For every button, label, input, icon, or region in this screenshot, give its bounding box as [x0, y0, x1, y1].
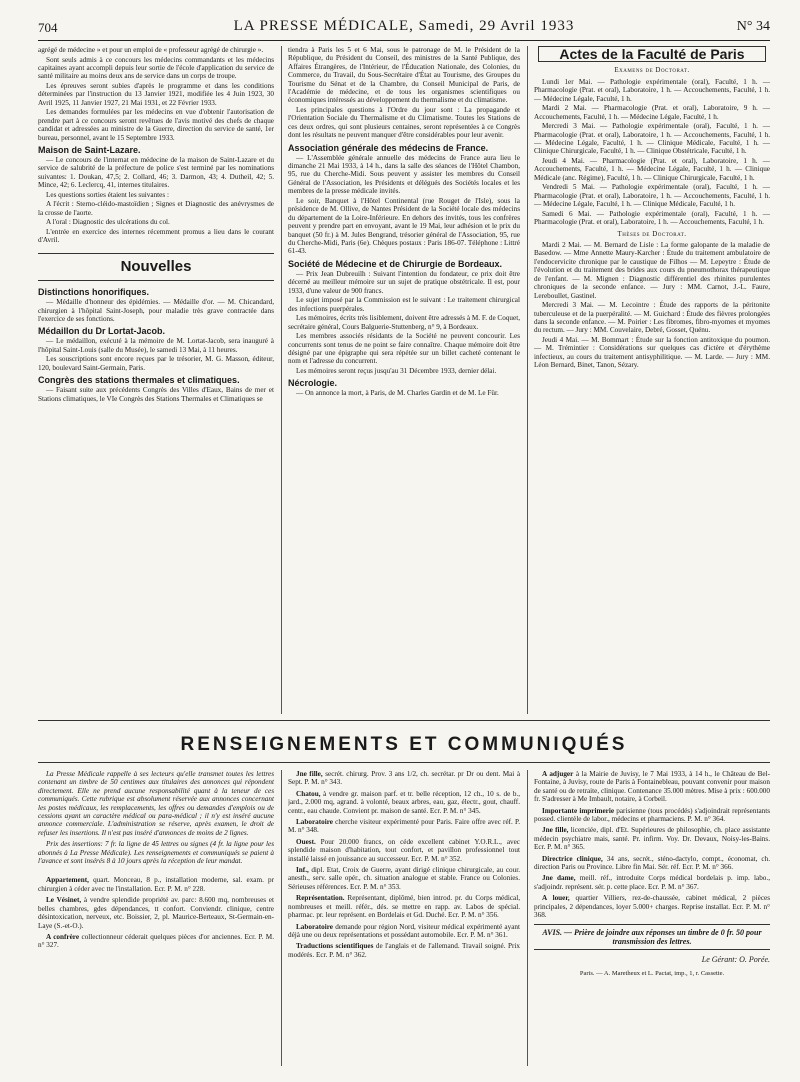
- paragraph: A l'oral : Diagnostic des ulcérations du col.: [46, 218, 170, 227]
- ad-text: Représentant, diplômé, bien introd. pr. du Corps médical, nombreuses et meill. référ., dés. se mettre en rapp. av. Labos de spécial. pharmac. pr. leur représent. en Bordelais et Gd. Duché. Ecr. P. M. n° 356.: [288, 894, 520, 920]
- paragraph: Sont seuls admis à ce concours les médecins commandants et les médecins capitaines ayant accompli depuis leur sortie de l'école d'application du service de santé militaire au moins deux ans de service dans un corps de troupe.: [38, 55, 274, 81]
- section-heading: Société de Médecine et de Chirurgie de Bordeaux.: [288, 258, 503, 269]
- paragraph: Les principales questions à l'Ordre du jour sont : La propagande et l'Orientation Sociale du Thermalisme et du Climatisme. Toutes les Stations de ces deux ordres, qui sont plusieurs centaines, seront représentées à ce Congrès dont les résultats ne peuvent manquer d'être considérables pour leur avenir.: [288, 106, 520, 140]
- section-heading: Congrès des stations thermales et climatiques.: [38, 375, 240, 386]
- subhead-doctorat: Examens de Doctorat.: [614, 66, 690, 75]
- column-divider: [527, 46, 528, 714]
- newspaper-page: [38, 18, 770, 1068]
- thesis-item: Mardi 2 Mai. — M. Bernard de Lisle : La forme galopante de la maladie de Basedow. — Mme Annette Maury-Karcher : Étude du traitement ambulatoire de l'endocervicite chronique par le caustique de Filhos — M. Lepeytre : Étude de l'évolution et du traitement des brides aux cours du pneumothorax thérapeutique de l'enfant. — M. Mignen : Diagnostic différentiel des rhinites purulentes chroniques de la seconde enfance. — Jury : MM. Carnot, J.-L. Faure, Lereboullet, Gastinel.: [534, 241, 770, 300]
- gerant-signature: Le Gérant: O. Porée.: [701, 954, 770, 964]
- paragraph: tiendra à Paris les 5 et 6 Mai, sous le patronage de M. le Président de la République, du Président du Conseil, des ministres de la Santé Publique, des Affaires Étrangères, de l'Intérieur, de l'Éducation Nationale, des Colonies, du Commerce, du Travail, du Sous-Secrétaire d'État au Tourisme, des Groupes du Tourisme du Sénat et de la Chambre, du Conseil Municipal de Paris, de l'Académie de médecine, et de tous les organismes scientifiques ou économiques intéressés au développement du thermalisme et du climatisme.: [288, 46, 520, 105]
- ad-lead: Inf.,: [296, 866, 309, 875]
- ad-lead: Ouest.: [296, 837, 316, 846]
- paragraph: — Prix Jean Dubreuilh : Suivant l'intention du fondateur, ce prix doit être décerné au meilleur mémoire sur un sujet de pratique obstétricale. Il est, pour 1933, d'une valeur de 900 francs.: [288, 269, 520, 295]
- ad-lead: A confrère: [46, 932, 80, 941]
- ad-text: parisienne (tous procédés) s'adjoindrait représentants possed. clientèle de labor., médecins et pharmaciens. P. M. n° 364.: [534, 806, 770, 824]
- ad-text: quartier Villiers, rez-de-chaussée, cabinet médical, 2 pièces principales, 2 dépendances, loyer 5.000+ charges. Reprise installat. Ecr. P. M. n° 368.: [534, 894, 770, 920]
- classified-ad: [288, 894, 520, 919]
- ad-lead: Jne fille,: [542, 826, 569, 835]
- paragraph: Les épreuves seront subies d'après le programme et dans les conditions déterminées par l'instruction du 13 Janvier 1921, modifiée les 4 Juin 1923, 30 Avril 1925, 11 Janvier 1927, 21 Mai 1931, et 22 Février 1933.: [38, 82, 274, 107]
- paragraph: Les mémoires seront reçus jusqu'au 31 Décembre 1933, dernier délai.: [296, 366, 497, 375]
- section-rule: [38, 762, 770, 763]
- ad-text: secrét. chirurg. Prov. 3 ans 1/2, ch. secrétar. pr Dr ou dent. Mai à Sept. P. M. n° 343.: [288, 770, 520, 787]
- ad-lead: Traductions scientifiques: [296, 942, 374, 951]
- ad-text: de l'anglais et de l'allemand. Travail soigné. Prix modérés. Ecr. P. M. n° 362.: [288, 942, 520, 959]
- ad-lead: Laboratoire: [296, 922, 333, 931]
- ad-text: à vendre splendide propriété av. parc: 8.600 mq, nombreuses et belles chambres, gdes dépendances, tt confort. Conviendr. clinique, centre désintoxication, nerveux, etc. Boissier, 2, pl. Maurice-Berteaux, St-Germain-en-Laye (S.-et-O.).: [38, 896, 274, 930]
- exam-item: Jeudi 4 Mai. — Pharmacologie (Prat. et oral), Laboratoire, 1 h. — Accouchements, Faculté, 1 h. — Médecine Légale, Faculté, 1 h. — Clinique Médicale (anc. Régime), Faculté, 1 h. — Clinique Chirurgicale, Faculté, 1 h.: [534, 157, 770, 182]
- paragraph: — Le concours de l'internat en médecine de la maison de Saint-Lazare et du service de salubrité de la préfecture de police s'est terminé par les nominations suivantes: 1. Doukan, 47,5; 2. Collard, 46; 3. Darmon, 43; 4. Dutheil, 42; 5. Mince, 42; 6. Leclercq, 41, internes titulaires.: [38, 156, 274, 190]
- classified-ad: [38, 896, 274, 930]
- column-2: [288, 46, 520, 714]
- classified-ad: [534, 855, 770, 872]
- paragraph: — Médaille d'honneur des épidémies. — Médaille d'or. — M. Chicandard, chirurgien à l'hôpital Saint-Joseph, pour maladie très grave contractée dans l'exercice de ses fonctions.: [38, 298, 274, 324]
- section-heading: Association générale des médecins de France.: [288, 142, 489, 153]
- running-header: [38, 18, 770, 40]
- ad-lead: Chatou,: [296, 789, 321, 798]
- column-3: [534, 46, 770, 714]
- exam-item: Mardi 2 Mai. — Pharmacologie (Prat. et oral), Laboratoire, 9 h. — Accouchements, Faculté, 1 h. — Médecine Légale, Faculté, 1 h.: [534, 104, 770, 121]
- paragraph: L'entrée en exercice des internes récemment promus a lieu dans le courant d'Avril.: [38, 228, 274, 245]
- actes-title: Actes de la Faculté de Paris: [538, 46, 766, 62]
- ad-lead: A adjuger: [542, 770, 574, 778]
- paragraph: A l'écrit : Sterno-cléido-mastoïdien ; Signes et Diagnostic des anévrysmes de la crosse de l'aorte.: [38, 200, 274, 217]
- ad-text: demande pour région Nord, visiteur médical expérimenté ayant déjà une ou deux représentations et possédant automobile. Ecr. P. M. n° 361.: [288, 922, 520, 939]
- ad-text: 34 ans, secrét., sténo-dactylo, compt., économat, ch. direction Paris ou Province. Libre fin Mai. Sér. réf. Ecr. P. M. n° 366.: [534, 854, 770, 872]
- classified-ad: [288, 838, 520, 863]
- exam-item: Lundi 1er Mai. — Pathologie expérimentale (oral), Faculté, 1 h. — Pharmacologie (Prat. et oral), Laboratoire, 1 h. — Accouchements, Faculté, 1 h. — Médecine Légale, Faculté, 1 h.: [534, 77, 770, 103]
- announcements-column-3: [534, 770, 770, 1066]
- ad-lead: Jne fille,: [296, 770, 323, 778]
- paragraph: Les souscriptions sont encore reçues par le trésorier, M. G. Masson, éditeur, 120, boulevard Saint-Germain, Paris.: [38, 355, 274, 372]
- ad-lead: Le Vésinet,: [46, 896, 82, 905]
- journal-title: LA PRESSE MÉDICALE, Samedi, 29 Avril 1933: [233, 18, 575, 34]
- classified-ad: [534, 894, 770, 919]
- announcements-column-1: [38, 770, 274, 1066]
- section-heading: Maison de Saint-Lazare.: [38, 145, 141, 156]
- ad-lead: Importante imprimerie: [542, 806, 615, 815]
- ad-text: licenciée, dipl. d'Et. Supérieures de philosophie, ch. place assistante médecin psychiatre mais, santé. Pr. infirm. Voy. Dr. Devaux, Noisy-les-Bains. Ecr. P. M. n° 365.: [534, 826, 770, 852]
- printer-imprint: Paris. — A. Maretheux et L. Pactat, imp., 1, r. Cassette.: [579, 969, 725, 977]
- classified-ad: [534, 807, 770, 824]
- thesis-item: Jeudi 4 Mai. — M. Bommart : Étude sur la fonction antitoxique du poumon. — M. Trémintier : Considérations sur quelques cas d'ictère et d'érythème infectieux, au cours du traitement antisyphilitique. — M. Larde. — Jury : MM. Léon Bernard, Binet, Tanon, Sézary.: [534, 335, 770, 370]
- classified-ad: [288, 790, 520, 815]
- paragraph: Les membres associés résidants de la Société ne peuvent concourir. Les concurrents sont tenus de ne point se faire connaître. Chaque mémoire doit être désigné par une épigraphe qui sera répétée sur un billet cacheté contenant le nom et l'adresse du concurrent.: [288, 332, 520, 366]
- ad-text: collectionneur céderait quelques pièces d'or anciennes. Ecr. P. M. n° 327.: [38, 932, 274, 950]
- paragraph: Les mémoires, écrits très lisiblement, doivent être adressés à M. F. de Coquet, secrétaire général, Cours Balguerie-Stuttenberg, n° 9, à Bordeaux.: [288, 314, 520, 331]
- paragraph: — Faisant suite aux précédents Congrès des Villes d'Eaux, Bains de mer et Stations climatiques, le VIe Congrès des Stations Thermales et Climatiques se: [38, 386, 274, 403]
- classified-ad: [534, 826, 770, 851]
- paragraph: — L'Assemblée générale annuelle des médecins de France aura lieu le dimanche 21 Mai 1933, à 14 h., dans la salle des séances de l'Hôtel Chambon, 95, rue du Cherche-Midi. Sous peuvent y assister les membres du Conseil Général de l'Association, les Présidents et délégués des Sociétés locales et les membres de la presse médicale invités.: [288, 153, 520, 196]
- renseignements-title: RENSEIGNEMENTS ET COMMUNIQUÉS: [180, 734, 628, 755]
- classified-ad: [288, 923, 520, 940]
- ad-lead: Laboratoire: [296, 818, 333, 827]
- avis-notice: AVIS. — Prière de joindre aux réponses un timbre de 0 fr. 50 pour transmission des lettres.: [534, 924, 770, 950]
- section-rule: [38, 720, 770, 721]
- paragraph: Le soir, Banquet à l'Hôtel Continental (rue Rouget de l'Isle), sous la présidence de M. Ollive, de Nantes Président de la Société locale des médecins du département de la Loire-Inférieure. En dehors des invités, tous les confrères peuvent y prendre part en envoyant, avant le 19 Mai, leur adhésion et le prix du banquet (50 fr.) à M. Jules Bengrand, trésorier général de l'Association, 95, rue du Cherche-Midi, Paris (6e). Chèques postaux : Paris 186-07. Téléphone : Littré 61-43.: [288, 196, 520, 256]
- paragraph: Les questions sorties étaient les suivantes :: [46, 190, 169, 199]
- ad-lead: Représentation.: [296, 894, 345, 903]
- ad-text: cherche visiteur expérimenté pour Paris. Faire offre avec réf. P. M. n° 348.: [288, 818, 520, 835]
- classified-ad: [288, 818, 520, 835]
- column-divider: [281, 770, 282, 1066]
- classified-ad: [534, 770, 770, 804]
- announcements-column-2: [288, 770, 520, 1066]
- section-heading: Distinctions honorifiques.: [38, 287, 150, 298]
- paragraph: — On annonce la mort, à Paris, de M. Charles Gardin et de M. Le Für.: [296, 389, 499, 398]
- section-heading: Médaillon du Dr Lortat-Jacob.: [38, 326, 166, 337]
- paragraph: Le sujet imposé par la Commission est le suivant : Le traitement chirurgical des infections puerpérales.: [288, 296, 520, 313]
- section-heading: Nécrologie.: [288, 378, 338, 389]
- classified-ad: [288, 942, 520, 959]
- paragraph: Les demandes formulées par les médecins en vue d'obtenir l'autorisation de prendre part à ce concours seront revêtues de l'avis motivé des chefs de chaque candidat et adressées au ministre de la Guerre, direction du service de santé, 1er bureau, personnel, avant le 15 Septembre 1933.: [38, 108, 274, 142]
- paragraph: agrégé de médecine » et pour un emploi de « professeur agrégé de chirurgie ».: [38, 46, 264, 54]
- ad-text: quart. Monceau, 8 p., installation moderne, sal. exam. pr chirurgien à céder avec tte l'installation. Ecr. P. M. n° 228.: [38, 876, 274, 893]
- column-divider: [281, 46, 282, 714]
- ad-text: meill. réf., introduite Corps médical bordelais p. imp. labo., s'adjoindr. représent. sér. p. cette place. Ecr. P. M. n° 367.: [534, 874, 770, 891]
- exam-item: Mercredi 3 Mai. — Pathologie expérimentale (oral), Faculté, 1 h. — Pharmacologie (Prat. et oral), Laboratoire, 1 h. — Accouchements, Faculté, 1 h. — Médecine Légale, Faculté, 1 h. — Clinique Médicale, Faculté, 1 h. — Clinique Chirurgicale, Faculté, 1 h. — Clinique Obstétricale, Faculté, 1 h.: [534, 122, 770, 156]
- column-1: [38, 46, 274, 714]
- classified-ad: [38, 933, 274, 950]
- ad-text: à vendre gr. maison parf. et tr. belle réception, 12 ch., 10 s. de b., jard., 2.000 mq, agrand. à volonté, beaux arbres, eau, gaz, électr., gout, chauff. centr., eau chaude. Convient pr. maison de santé. Ecr. P. M. n° 345.: [288, 789, 520, 815]
- ad-lead: Appartement,: [46, 876, 89, 885]
- issue-number: N° 34: [736, 19, 770, 34]
- nouvelles-title: Nouvelles: [120, 257, 192, 275]
- page-number: 704: [38, 20, 58, 35]
- ad-text: dipl. Etat, Croix de Guerre, ayant dirigé clinique chirurgicale, au cour. anesth., serv. salle opér., ch. situation analogue et stable. France ou Colonies. Sérieuses références. Ecr. P. M. n° 353.: [288, 866, 520, 891]
- classified-ad: [288, 770, 520, 787]
- column-divider: [527, 770, 528, 1066]
- header-rule: [38, 40, 770, 41]
- exam-item: Vendredi 5 Mai. — Pathologie expérimentale (oral), Faculté, 1 h. — Pharmacologie (Prat. et oral), Laboratoire, 1 h. — Accouchements, Faculté, 1 h. — Médecine Légale, Faculté, 1 h. — Clinique Médicale, Faculté, 1 h.: [534, 183, 770, 209]
- price-paragraph: Prix des insertions: 7 fr. la ligne de 45 lettres ou signes (4 fr. la ligne pour les abonnés à La Presse Médicale). Les renseignements et communiqués se paient à l'avance et sont insérés 8 à 10 jours après la réception de leur mandat.: [38, 840, 274, 866]
- ad-lead: A louer,: [542, 894, 570, 903]
- notice-paragraph: La Presse Médicale rappelle à ses lecteurs qu'elle transmet toutes les lettres contenant un timbre de 50 centimes aux titulaires des annonces qui répondent directement. Elle ne prend aucune responsabilité quant à la teneur de ces communiqués. Cette rubrique est absolument réservée aux annonces concernant les postes médicaux, les remplacements, les offres ou demandes d'emplois ou de cessions ayant un caractère médical ou para-médical ; il n'y est inséré aucune annonce commerciale. L'administration se réserve, après examen, le droit de refuser les insertions. Il n'est pas inséré d'annonces de moins de 2 lignes.: [38, 770, 274, 837]
- ad-text: à la Mairie de Juvisy, le 7 Mai 1933, à 14 h., le Château de Bel-Fontaine, à Juvisy, route de Paris à Fontainebleau, pouvant convenir pour maison de santé ou de retraite, clinique. Contenance 35.000 mètres. Mise à prix : 600.000 fr. S'adresser à Me Imbault, notaire, à Corbeil.: [534, 770, 770, 804]
- classified-ad: [288, 866, 520, 891]
- exam-item: Samedi 6 Mai. — Pathologie expérimentale (oral), Faculté, 1 h. — Pharmacologie (Prat. et oral), Laboratoire, 1 h. — Accouchements, Faculté, 1 h.: [534, 209, 770, 227]
- ad-lead: Directrice clinique,: [542, 854, 603, 863]
- classified-ad: [38, 876, 274, 893]
- nouvelles-box: [38, 253, 274, 281]
- ad-lead: Jne dame,: [542, 874, 576, 883]
- thesis-item: Mercredi 3 Mai. — M. Lecointre : Étude des rapports de la péritonite tuberculeuse et de la puerpéralité. — M. Guichard : Étude des fièvres prolongées dans la seconde enfance. — M. Poirier : Les fibromes, fibro-myomes et myomes du rectum. — Jury : MM. Couvelaire, Debré, Gosset, Quénu.: [534, 301, 770, 335]
- subhead-theses: Thèses de Doctorat.: [617, 229, 687, 238]
- classified-ad: [534, 874, 770, 891]
- ad-text: Pour 20.000 francs, on céde excellent cabinet Y.O.R.L., avec splendide maison d'habitation, tout confort, et pavillon professionnel tout installé laissé en jouissance au successeur. Ecr. P. M. n° 352.: [288, 837, 520, 863]
- paragraph: — Le médaillon, exécuté à la mémoire de M. Lortat-Jacob, sera inauguré à l'hôpital Saint-Louis (salle du Musée), le samedi 13 Mai, à 11 heures.: [38, 337, 274, 354]
